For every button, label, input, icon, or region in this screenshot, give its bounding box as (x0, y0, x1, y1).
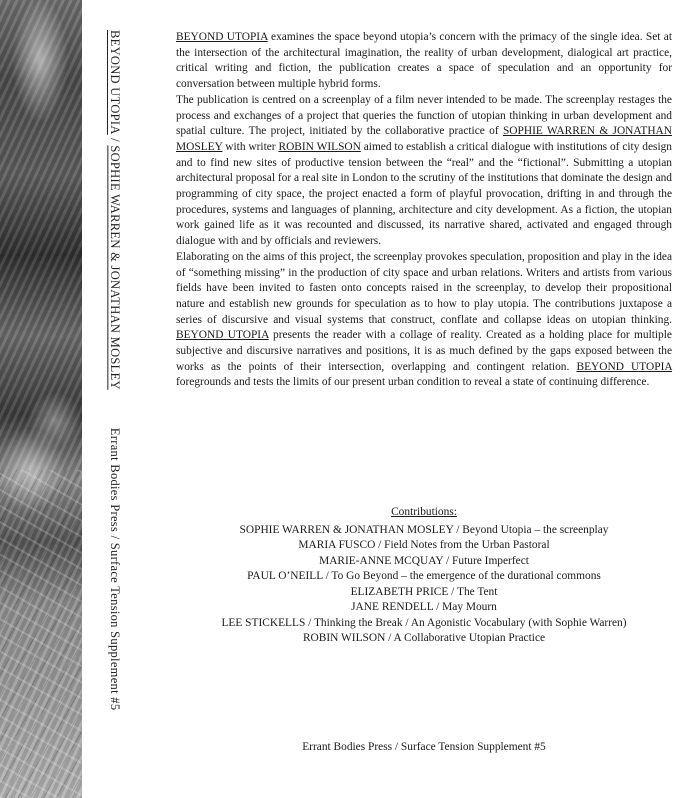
publisher-footer: Errant Bodies Press / Surface Tension Supplement #5 (302, 741, 546, 753)
spine-authors: SOPHIE WARREN & JONATHAN MOSLEY (108, 145, 122, 390)
contributions-heading: Contributions: (391, 506, 457, 518)
title-reference: BEYOND UTOPIA (176, 31, 268, 43)
contribution-item: MARIA FUSCO / Field Notes from the Urban Pastoral (298, 539, 550, 551)
contribution-item: LEE STICKELLS / Thinking the Break / An Agonistic Vocabulary (with Sophie Warren) (221, 616, 627, 629)
contribution-item: PAUL O’NEILL / To Go Beyond – the emergence of the durational commons (247, 570, 601, 582)
spine-publisher: Errant Bodies Press / Surface Tension Supplement #5 (108, 427, 122, 711)
contributions-list (176, 505, 672, 647)
contribution-item: ELIZABETH PRICE / The Tent (350, 585, 498, 598)
paragraph-3: Elaborating on the aims of this project, the screenplay provokes speculation, proposition and play in the idea of “something missing” in the production of city space and urban relations. Writers and artists from various fields have been invited to fasten onto concepts raised in the screenplay, to develop their propositional nature and establish new grounds for speculation as to how to play utopia. The contributions juxtapose a series of discursive and visual systems that construct, conflate and collapse ideas on utopian thinking. BEYOND UTOPIA presents the reader with a collage of reality. Created as a holding place for multiple subjective and discursive narratives and positions, it is as much defined by the gaps exposed between the works as the points of their intersection, overlapping and contingent relation. BEYOND UTOPIA foregrounds and tests the limits of our present urban condition to reveal a state of continuing difference. (176, 250, 672, 389)
contribution-item: ROBIN WILSON / A Collaborative Utopian Practice (302, 632, 546, 644)
contribution-item: MARIE-ANNE MCQUAY / Future Imperfect (319, 554, 529, 567)
blurb-text (176, 30, 672, 391)
title-reference: BEYOND UTOPIA (176, 329, 269, 342)
spine-text (108, 30, 122, 770)
cover-photo-strip (0, 0, 82, 798)
title-reference: BEYOND UTOPIA (576, 360, 672, 373)
contribution-item: JANE RENDELL / May Mourn (351, 601, 497, 613)
spine-separator: / (108, 134, 122, 146)
artists-reference: SOPHIE WARREN & JONATHAN MOSLEY (176, 125, 672, 153)
contribution-item: SOPHIE WARREN & JONATHAN MOSLEY / Beyond Utopia – the screenplay (239, 523, 609, 536)
paragraph-2: The publication is centred on a screenplay of a film never intended to be made. The screenplay restages the process and exchanges of a project that queries the function of utopian thinking in urban development and spatial culture. The project, initiated by the collaborative practice of SOPHIE WARREN & JONATHAN MOSLEY with writer ROBIN WILSON aimed to establish a critical dialogue with institutions of city design and to find new sites of productive tension between the “real” and the “fictional”. Submitting a utopian architectural proposal for a real site in London to the scrutiny of the institutions that dominate the design and programming of city space, the project enacted a form of playful provocation, drifting in and through the procedures, systems and languages of planning, architecture and city development. As a fiction, the utopian work gained life as it was recounted and discussed, its narrative shared, activated and engaged through dialogue with and by officials and reviewers. (176, 93, 672, 248)
paragraph-1: BEYOND UTOPIA examines the space beyond utopia’s concern with the primacy of the single idea. Set at the intersection of the architectural imagination, the reality of urban development, dialogical art practice, critical writing and fiction, the publication creates a space of speculation and an opportunity for conversation between multiple hybrid forms. (176, 31, 672, 91)
writer-reference: ROBIN WILSON (278, 140, 361, 153)
spine-title: BEYOND UTOPIA (108, 30, 122, 135)
